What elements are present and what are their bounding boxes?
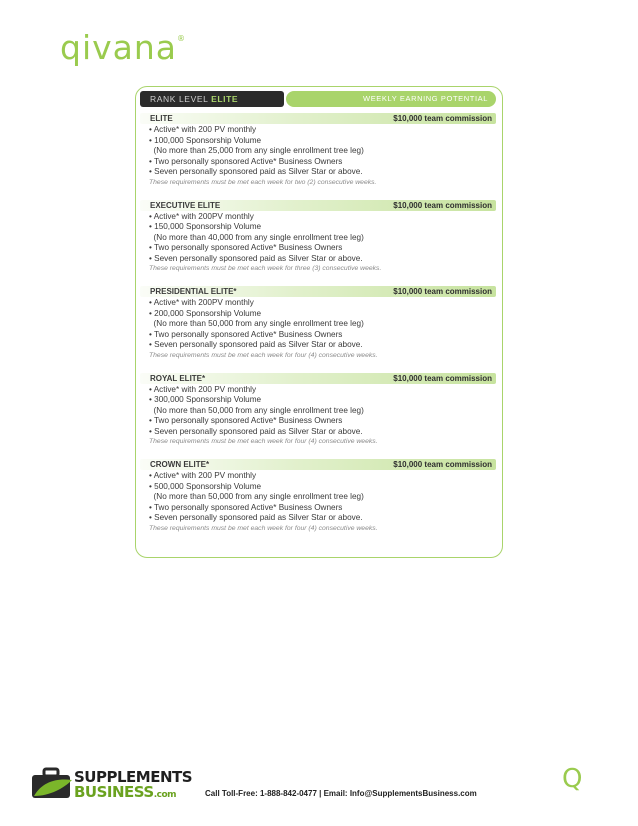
requirement-item: (No more than 25,000 from any single enrollment tree leg) (149, 146, 364, 155)
supplements-wordmark: SUPPLEMENTS (74, 768, 193, 786)
rank-section (136, 113, 502, 188)
rank-title-bar (140, 373, 496, 384)
requirement-list (149, 471, 502, 524)
requirement-list (149, 385, 502, 438)
rank-section (136, 200, 502, 275)
rank-title: PRESIDENTIAL ELITE* (150, 287, 237, 296)
rank-note: These requirements must be met each week for four (4) consecutive weeks. (149, 438, 378, 445)
requirement-item: (No more than 50,000 from any single enrollment tree leg) (149, 492, 364, 501)
rank-title-bar (140, 113, 496, 124)
requirement-item: • 500,000 Sponsorship Volume (149, 481, 262, 491)
weekly-earning-header: WEEKLY EARNING POTENTIAL (286, 91, 496, 107)
requirement-item: • Seven personally sponsored paid as Silver Star or above. (149, 253, 363, 263)
rank-title: EXECUTIVE ELITE (150, 200, 221, 210)
requirement-item: • Active* with 200 PV monthly (149, 384, 257, 394)
requirement-item: (No more than 40,000 from any single enrollment tree leg) (149, 232, 364, 242)
requirement-item: • Seven personally sponsored paid as Silver Star or above. (149, 513, 363, 522)
requirement-item: (No more than 50,000 from any single enrollment tree leg) (149, 319, 364, 328)
requirement-item: (No more than 50,000 from any single enrollment tree leg) (149, 405, 364, 415)
rank-note: These requirements must be met each week for three (3) consecutive weeks. (149, 265, 382, 272)
rank-title-bar (140, 286, 496, 297)
requirement-list (149, 298, 502, 351)
contact-info: Call Toll-Free: 1-888-842-0477 | Email: Info@SupplementsBusiness.com (205, 789, 477, 798)
rank-title-bar (140, 200, 496, 211)
requirement-item: • Two personally sponsored Active* Business Owners (149, 243, 343, 252)
rank-title: ROYAL ELITE* (150, 373, 206, 383)
requirement-item: • Active* with 200PV monthly (149, 298, 254, 307)
q-corner-mark: Q (562, 764, 583, 794)
requirement-item: • Two personally sponsored Active* Business Owners (149, 329, 343, 339)
rank-commission: $10,000 team commission (393, 200, 492, 210)
requirement-item: • Seven personally sponsored paid as Silver Star or above. (149, 340, 363, 349)
rank-title-bar (140, 459, 496, 470)
rank-section (136, 373, 502, 448)
requirement-item: • 300,000 Sponsorship Volume (149, 395, 262, 404)
business-wordmark: BUSINESS.com (74, 783, 177, 801)
requirement-item: • 150,000 Sponsorship Volume (149, 222, 262, 231)
requirement-item: • Seven personally sponsored paid as Silver Star or above. (149, 426, 363, 436)
requirement-item: • Active* with 200 PV monthly (149, 125, 257, 134)
rank-commission: $10,000 team commission (393, 114, 492, 123)
requirement-item: • Active* with 200 PV monthly (149, 471, 257, 480)
rank-note: These requirements must be met each week for four (4) consecutive weeks. (149, 351, 378, 359)
rank-commission: $10,000 team commission (393, 460, 492, 469)
requirement-item: • Active* with 200PV monthly (149, 211, 254, 221)
rank-level-header: RANK LEVEL ELITE (140, 91, 284, 107)
footer (0, 760, 638, 810)
rank-title: ELITE (150, 114, 173, 123)
rank-card (135, 86, 503, 558)
qivana-logo: qivana® (60, 28, 187, 67)
requirement-list (149, 125, 502, 178)
rank-title: CROWN ELITE* (150, 460, 210, 469)
rank-commission: $10,000 team commission (393, 373, 492, 383)
requirement-list (149, 212, 502, 265)
rank-section (136, 459, 502, 534)
rank-commission: $10,000 team commission (393, 287, 492, 296)
rank-list (136, 113, 502, 546)
requirement-item: • Seven personally sponsored paid as Silver Star or above. (149, 167, 363, 176)
rank-note: These requirements must be met each week for four (4) consecutive weeks. (149, 524, 378, 532)
requirement-item: • 100,000 Sponsorship Volume (149, 135, 262, 145)
briefcase-leaf-icon (30, 766, 74, 800)
rank-note: These requirements must be met each week for two (2) consecutive weeks. (149, 178, 377, 186)
requirement-item: • Two personally sponsored Active* Business Owners (149, 416, 343, 425)
requirement-item: • 200,000 Sponsorship Volume (149, 308, 262, 318)
rank-section (136, 286, 502, 361)
requirement-item: • Two personally sponsored Active* Business Owners (149, 156, 343, 166)
requirement-item: • Two personally sponsored Active* Business Owners (149, 502, 343, 512)
